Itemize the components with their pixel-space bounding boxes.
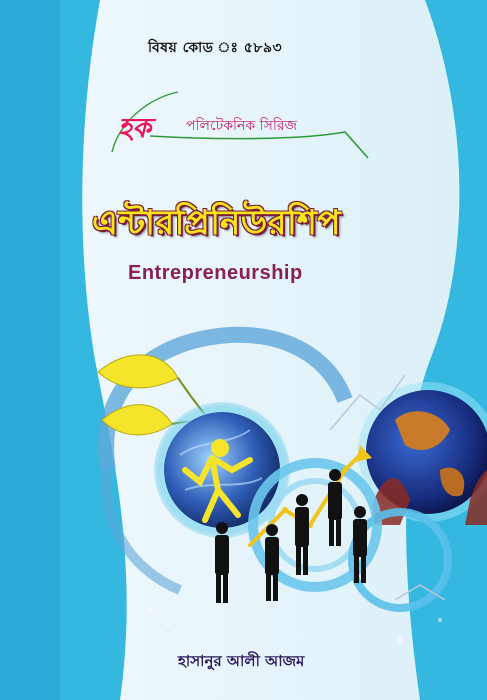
- book-title-bengali: এন্টারপ্রিনিউরশিপ: [92, 203, 341, 243]
- publisher-logo: হক: [118, 113, 152, 144]
- author-name: হাসানুর আলী আজম: [178, 652, 305, 670]
- subject-code: বিষয় কোড ঃ ৫৮৯৩: [148, 40, 283, 56]
- series-name: পলিটেকনিক সিরিজ: [186, 118, 298, 134]
- book-title-english: Entrepreneurship: [128, 262, 303, 284]
